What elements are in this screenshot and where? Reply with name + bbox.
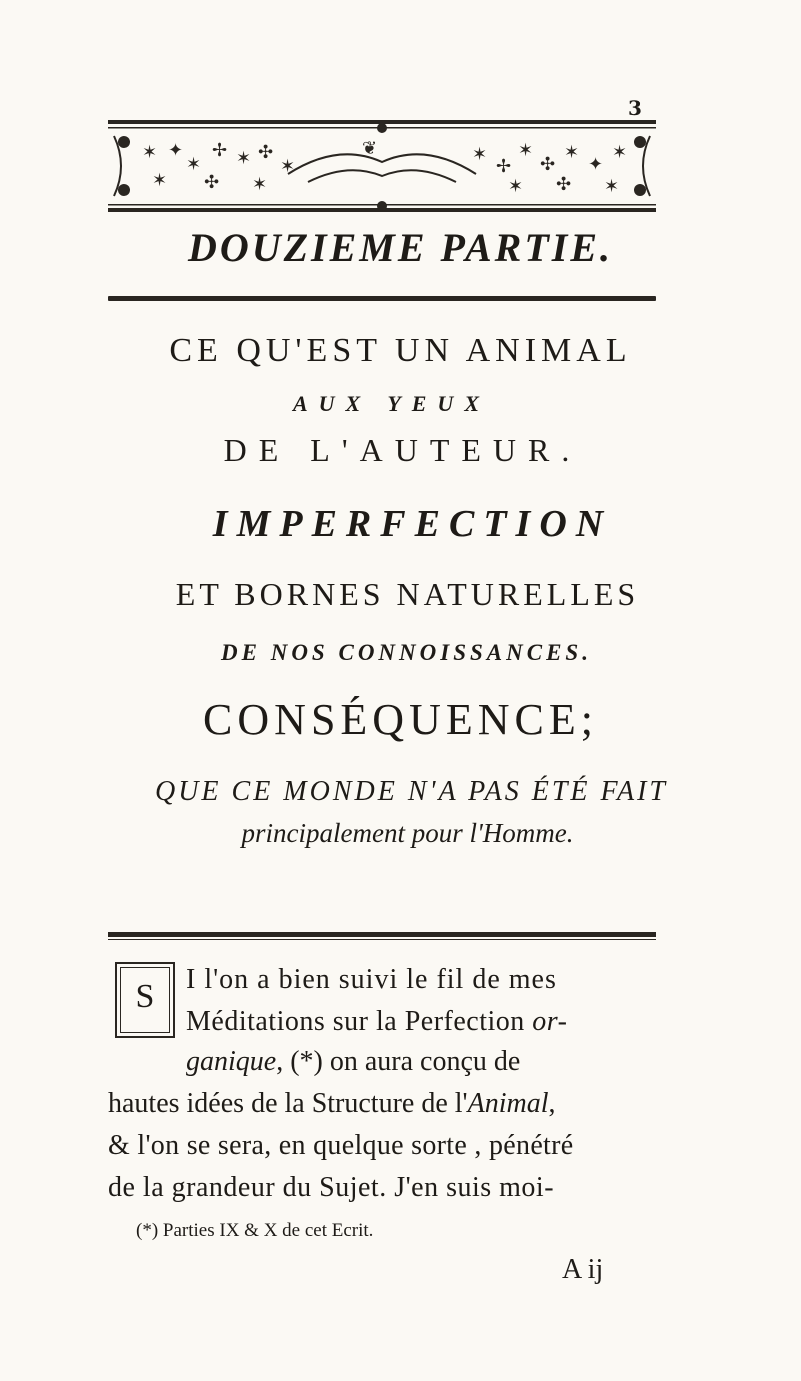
svg-text:✣: ✣ — [258, 142, 274, 163]
title-rule — [108, 296, 656, 301]
signature-mark: A ij — [562, 1254, 604, 1285]
svg-text:✶: ✶ — [564, 142, 580, 163]
svg-text:✶: ✶ — [152, 170, 168, 191]
section-rule-thin — [108, 939, 656, 940]
body-line-4-text-b: , — [548, 1088, 556, 1119]
svg-text:✶: ✶ — [142, 142, 158, 163]
subtitle-line-6: DE NOS CONNOISSANCES. — [221, 640, 592, 665]
section-rule — [108, 932, 656, 937]
page-number: 3 — [628, 96, 642, 120]
svg-text:✶: ✶ — [280, 156, 296, 177]
svg-text:✶: ✶ — [252, 174, 268, 195]
body-line-4 — [108, 1090, 555, 1118]
svg-text:✶: ✶ — [612, 142, 628, 163]
body-line-2-italic: or- — [532, 1006, 568, 1037]
decorative-headpiece — [108, 112, 656, 220]
part-title: DOUZIEME PARTIE. — [187, 225, 614, 270]
svg-text:✶: ✶ — [236, 148, 252, 169]
subtitle-line-3: DE L'AUTEUR. — [223, 432, 582, 468]
body-line-3-italic: ganique — [186, 1046, 277, 1077]
body-line-4-text-a: hautes idées de la Structure de l' — [108, 1088, 468, 1119]
svg-text:✣: ✣ — [204, 172, 220, 193]
subtitle-line-9: principalement pour l'Homme. — [241, 818, 574, 848]
svg-text:✣: ✣ — [556, 174, 572, 195]
body-line-3 — [186, 1048, 520, 1076]
subtitle-line-7: CONSÉQUENCE; — [203, 695, 598, 744]
body-line-2 — [186, 1008, 567, 1036]
body-line-6: de la grandeur du Sujet. J'en suis moi- — [108, 1172, 555, 1203]
svg-text:✶: ✶ — [186, 154, 202, 175]
subtitle-line-4: IMPERFECTION — [212, 503, 613, 545]
svg-text:✶: ✶ — [508, 176, 524, 197]
body-line-3-text: , (*) on aura conçu de — [276, 1046, 521, 1077]
svg-text:✶: ✶ — [518, 140, 534, 161]
footnote: (*) Parties IX & X de cet Ecrit. — [136, 1220, 374, 1241]
subtitle-line-5: ET BORNES NATURELLES — [175, 576, 640, 612]
body-line-1: I l'on a bien suivi le fil de mes — [186, 964, 557, 995]
body-line-5: & l'on se sera, en quelque sorte , pénétré — [108, 1130, 574, 1161]
drop-cap: S — [135, 978, 155, 1015]
svg-text:✶: ✶ — [472, 144, 488, 165]
svg-text:❦: ❦ — [362, 138, 378, 159]
svg-text:✢: ✢ — [212, 140, 228, 161]
svg-text:✦: ✦ — [168, 140, 184, 161]
svg-text:✶: ✶ — [604, 176, 620, 197]
body-line-2-text: Méditations sur la Perfection — [186, 1006, 525, 1037]
subtitle-line-8: QUE CE MONDE N'A PAS ÉTÉ FAIT — [154, 776, 668, 807]
svg-text:✢: ✢ — [496, 156, 512, 177]
svg-text:✦: ✦ — [588, 154, 604, 175]
body-line-4-italic: Animal — [467, 1088, 549, 1119]
drop-cap-frame — [115, 962, 175, 1038]
svg-text:✣: ✣ — [540, 154, 556, 175]
subtitle-line-1: CE QU'EST UN ANIMAL — [169, 332, 632, 369]
subtitle-line-2: AUX YEUX — [292, 391, 490, 416]
